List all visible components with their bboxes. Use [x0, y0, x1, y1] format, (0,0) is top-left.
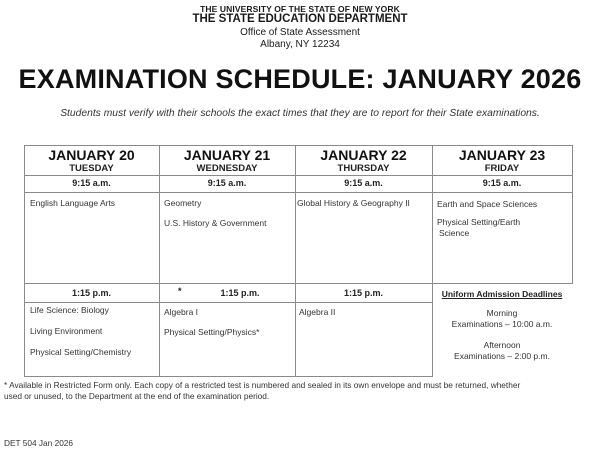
- deadlines-title: Uniform Admission Deadlines: [441, 289, 563, 299]
- day-header-jan-22: [295, 147, 432, 174]
- exam-list-morning: [30, 198, 155, 209]
- afternoon-time: 1:15 p.m.: [71, 288, 111, 298]
- university-name: THE UNIVERSITY OF THE STATE OF NEW YORK: [200, 4, 400, 14]
- exam-item: English Language Arts: [30, 198, 116, 208]
- afternoon-time-divider: [24, 302, 432, 303]
- afternoon-time: 1:15 p.m.: [220, 288, 260, 298]
- midday-divider: [24, 283, 573, 284]
- day-date: JANUARY 21: [183, 147, 271, 163]
- admission-deadlines: [432, 289, 572, 362]
- exam-item: Global History & Geography II: [297, 198, 410, 208]
- morning-deadline-label: Morning: [486, 308, 518, 318]
- afternoon-deadline-label: Afternoon: [483, 340, 521, 350]
- exam-item: Physical Setting/Earth: [437, 217, 521, 227]
- department-name: THE STATE EDUCATION DEPARTMENT: [192, 13, 408, 25]
- footnote: [4, 380, 598, 402]
- exam-item: Physical Setting/Chemistry: [30, 347, 132, 357]
- exam-item: Algebra I: [164, 307, 199, 317]
- table-border-right: [572, 145, 573, 284]
- exam-list-afternoon: [30, 305, 155, 358]
- day-weekday: THURSDAY: [337, 163, 390, 174]
- day-header-jan-23: [432, 147, 572, 174]
- office-address: Albany, NY 12234: [260, 39, 340, 50]
- day-date: JANUARY 22: [320, 147, 407, 163]
- exam-list-morning: [437, 199, 569, 239]
- afternoon-deadline-value: Examinations – 2:00 p.m.: [454, 351, 550, 361]
- day-header-jan-21: [159, 147, 295, 174]
- exam-item: Science: [439, 228, 470, 238]
- exam-list-afternoon: [299, 307, 429, 318]
- exam-list-morning: [297, 198, 431, 209]
- table-border-bottom: [24, 376, 433, 377]
- exam-list-afternoon: [164, 307, 292, 338]
- day-weekday: WEDNESDAY: [196, 163, 258, 174]
- office-name: Office of State Assessment: [240, 27, 360, 38]
- table-border-top: [24, 145, 573, 146]
- document-code: DET 504 Jan 2026: [4, 438, 74, 448]
- footnote-line-1: * Available in Restricted Form only. Each copy of a restricted test is numbered and sealed in its own envelope and must be returned, whether: [4, 380, 521, 390]
- morning-deadline-value: Examinations – 10:00 a.m.: [451, 319, 553, 329]
- exam-item: Geometry: [164, 198, 202, 208]
- day-date: JANUARY 23: [458, 147, 546, 163]
- exam-item: Living Environment: [30, 326, 103, 336]
- exam-item: Physical Setting/Physics*: [164, 327, 260, 337]
- day-header-jan-20: [24, 147, 159, 174]
- morning-time: 9:15 a.m.: [482, 178, 522, 188]
- day-weekday: FRIDAY: [484, 163, 520, 174]
- morning-time: 9:15 a.m.: [344, 178, 383, 188]
- morning-time: 9:15 a.m.: [72, 178, 111, 188]
- page-title: EXAMINATION SCHEDULE: JANUARY 2026: [18, 64, 582, 94]
- morning-time: 9:15 a.m.: [207, 178, 247, 188]
- afternoon-time: 1:15 p.m.: [343, 288, 383, 298]
- exam-item: Algebra II: [299, 307, 336, 317]
- day-weekday: TUESDAY: [69, 163, 114, 174]
- exam-item: Life Science: Biology: [30, 305, 109, 315]
- day-date: JANUARY 20: [48, 147, 135, 163]
- footnote-line-2: used or unused, to the Department at the end of the examination period.: [4, 391, 270, 401]
- exam-list-morning: [164, 198, 292, 229]
- page-subtitle: Students must verify with their schools the exact times that they are to report for their State examinations.: [60, 108, 540, 119]
- exam-item: U.S. History & Government: [164, 218, 267, 228]
- restricted-marker: *: [178, 286, 182, 296]
- exam-item: Earth and Space Sciences: [437, 199, 538, 209]
- morning-time-divider: [24, 192, 573, 193]
- header-divider: [24, 175, 573, 176]
